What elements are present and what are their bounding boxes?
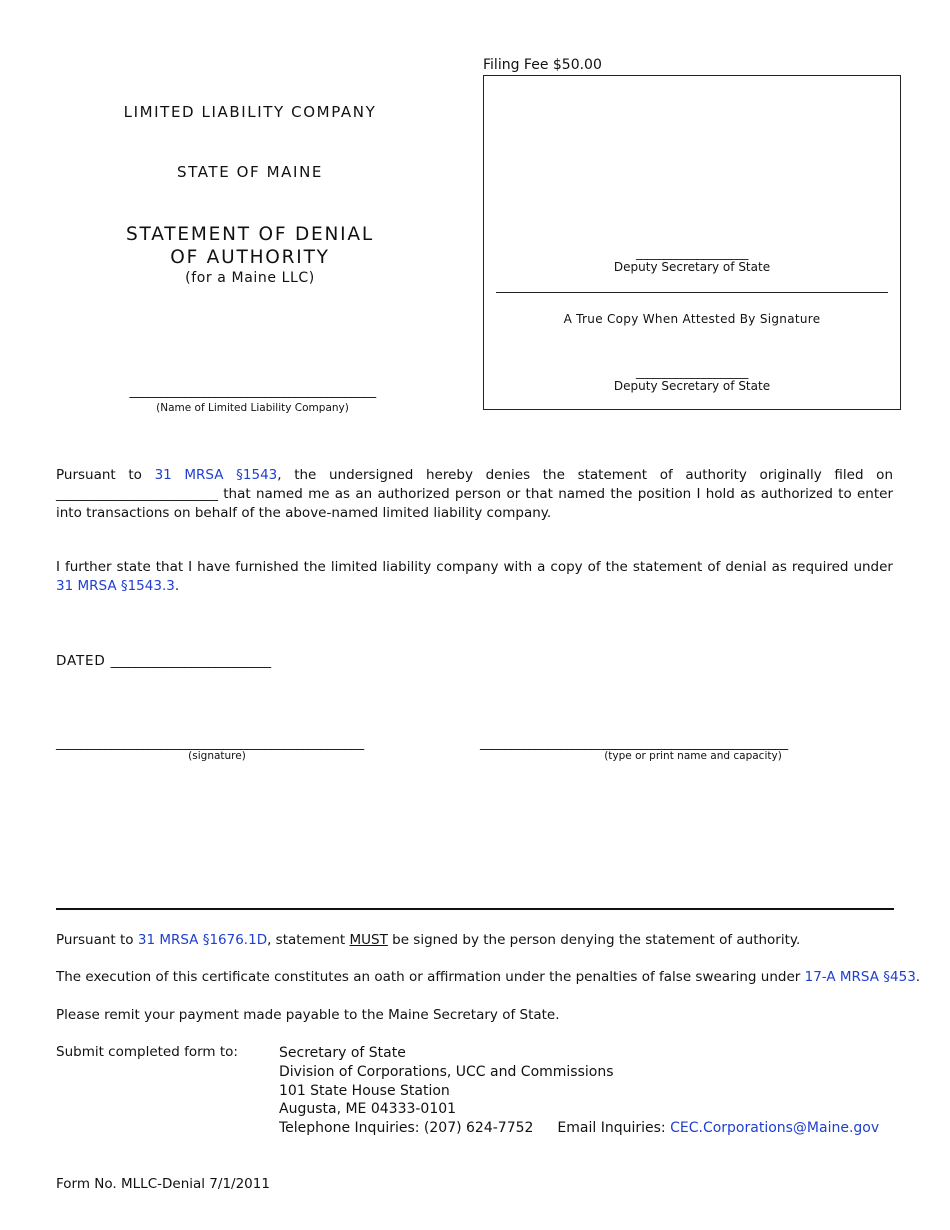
form-number: Form No. MLLC-Denial 7/1/2011 — [56, 1176, 270, 1192]
n1-mid: , statement — [267, 932, 350, 948]
n1-rest: be signed by the person denying the statement of authority. — [387, 932, 801, 948]
statute-link-1676[interactable]: 31 MRSA §1676.1D — [137, 932, 268, 948]
signature-field[interactable]: __________________________________________________ — [56, 735, 364, 751]
deputy-signature-line-2: ____________________ — [635, 365, 748, 379]
form-title-line-1: STATEMENT OF DENIAL — [126, 224, 374, 245]
dated-field[interactable]: __________________________ — [110, 653, 271, 669]
footer-divider — [56, 908, 894, 910]
mailing-address — [279, 1044, 879, 1138]
submit-label: Submit completed form to: — [56, 1044, 238, 1060]
dated-label: DATED — [56, 653, 111, 669]
p1-prefix: Pursuant to — [56, 467, 155, 483]
signing-note — [56, 932, 800, 948]
must-emphasis: MUST — [349, 932, 388, 948]
dated-row — [56, 653, 271, 669]
name-capacity-field[interactable]: __________________________________________________ — [480, 735, 788, 751]
statute-link-1543[interactable]: 31 MRSA §1543 — [154, 467, 278, 483]
p2-text: I further state that I have furnished the limited liability company with a copy of the statement of denial as required under — [56, 559, 893, 575]
company-name-field[interactable]: ________________________________________ — [129, 383, 376, 399]
address-line-3: 101 State House Station — [279, 1082, 450, 1099]
deputy-label-2: Deputy Secretary of State — [613, 379, 771, 393]
deputy-label-1: Deputy Secretary of State — [613, 260, 771, 274]
box-divider — [496, 292, 888, 293]
n1-prefix: Pursuant to — [56, 932, 138, 948]
email-label: Email Inquiries: — [557, 1120, 671, 1137]
form-subtitle: (for a Maine LLC) — [185, 270, 315, 286]
p2-end: . — [174, 578, 180, 594]
address-line-1: Secretary of State — [279, 1045, 406, 1061]
true-copy-label: A True Copy When Attested By Signature — [563, 312, 821, 326]
statute-link-1543-3[interactable]: 31 MRSA §1543.3 — [56, 578, 175, 594]
form-title-line-2: OF AUTHORITY — [170, 247, 330, 268]
contact-line — [279, 1119, 879, 1138]
company-name-caption: (Name of Limited Liability Company) — [156, 402, 349, 414]
state-heading: STATE OF MAINE — [177, 163, 323, 181]
n2-end: . — [915, 969, 921, 985]
filing-stamp-box — [483, 75, 901, 410]
oath-note — [56, 969, 920, 985]
email-link[interactable]: CEC.Corporations@Maine.gov — [670, 1120, 880, 1137]
n2-text: The execution of this certificate constitutes an oath or affirmation under the penalties of false swearing under — [56, 969, 805, 985]
payment-note: Please remit your payment made payable to the Maine Secretary of State. — [56, 1007, 560, 1023]
address-line-2: Division of Corporations, UCC and Commissions — [279, 1063, 614, 1080]
denial-paragraph — [56, 466, 893, 523]
signature-caption: (signature) — [188, 750, 246, 762]
furnished-paragraph — [56, 558, 893, 596]
name-capacity-caption: (type or print name and capacity) — [604, 750, 782, 762]
filing-fee-label: Filing Fee $50.00 — [483, 57, 602, 73]
phone-inquiries: Telephone Inquiries: (207) 624-7752 — [279, 1120, 534, 1137]
statute-link-453[interactable]: 17-A MRSA §453 — [804, 969, 916, 985]
address-line-4: Augusta, ME 04333-0101 — [279, 1101, 457, 1118]
company-type-heading: LIMITED LIABILITY COMPANY — [123, 103, 377, 121]
deputy-signature-line-1: ____________________ — [635, 246, 748, 260]
p1-text: , the undersigned hereby denies the statement of authority originally filed on ________________________ that named me as an authorized person or that named the position I hold as authorized to enter into transactions on behalf of the above-named limited liability company. — [56, 467, 894, 521]
